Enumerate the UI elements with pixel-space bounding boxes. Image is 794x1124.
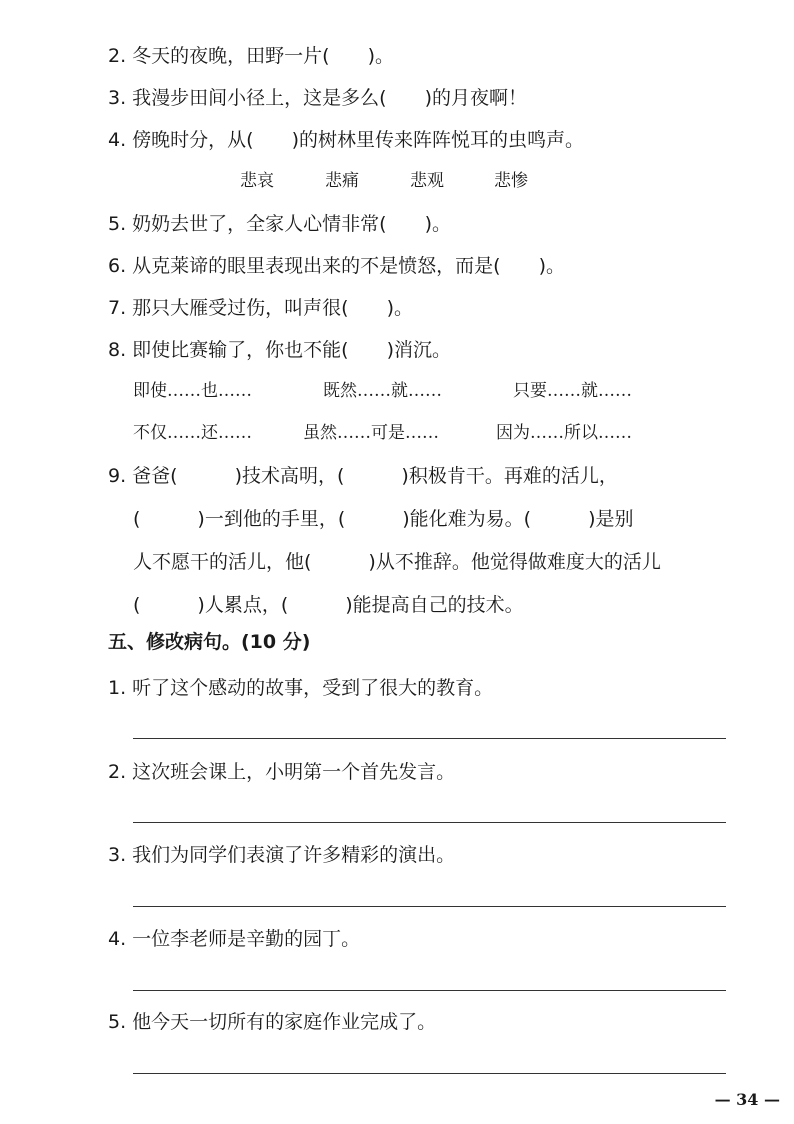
word-bank-item: 既然……就…… (323, 381, 442, 401)
question-6: 6. 从克莱谛的眼里表现出来的不是愤怒，而是( )。 (108, 255, 565, 277)
word-bank-item: 不仅……还…… (133, 423, 252, 443)
word-bank-item: 悲观 (410, 171, 444, 191)
paragraph-line: 9. 爸爸( )技术高明，( )积极肯干。再难的活儿， (108, 465, 618, 487)
question-8: 8. 即使比赛输了，你也不能( )消沉。 (108, 339, 451, 361)
paragraph-line: 人不愿干的活儿，他( )从不推辞。他觉得做难度大的活儿 (133, 551, 661, 573)
question-4: 4. 傍晚时分，从( )的树林里传来阵阵悦耳的虫鸣声。 (108, 129, 584, 151)
correction-2: 2. 这次班会课上，小明第一个首先发言。 (108, 761, 456, 783)
paragraph-line: ( )一到他的手里，( )能化难为易。( )是别 (133, 508, 634, 530)
word-bank-item: 只要……就…… (513, 381, 632, 401)
paragraph-line: ( )人累点，( )能提高自己的技术。 (133, 594, 524, 616)
question-7: 7. 那只大雁受过伤，叫声很( )。 (108, 297, 413, 319)
correction-1: 1. 听了这个感动的故事，受到了很大的教育。 (108, 677, 494, 699)
question-3: 3. 我漫步田间小径上，这是多么( )的月夜啊！ (108, 87, 527, 109)
correction-3: 3. 我们为同学们表演了许多精彩的演出。 (108, 844, 456, 866)
word-bank-item: 悲痛 (325, 171, 359, 191)
word-bank-item: 因为……所以…… (496, 423, 632, 443)
correction-5: 5. 他今天一切所有的家庭作业完成了。 (108, 1011, 437, 1033)
answer-line-5[interactable] (133, 1073, 726, 1074)
correction-4: 4. 一位李老师是辛勤的园丁。 (108, 928, 361, 950)
answer-line-2[interactable] (133, 822, 726, 823)
answer-line-3[interactable] (133, 906, 726, 907)
question-2: 2. 冬天的夜晚，田野一片( )。 (108, 45, 394, 67)
answer-line-1[interactable] (133, 738, 726, 739)
word-bank-item: 悲惨 (494, 171, 528, 191)
page-number: — 34 — (714, 1090, 780, 1109)
word-bank-item: 即使……也…… (133, 381, 252, 401)
question-5: 5. 奶奶去世了，全家人心情非常( )。 (108, 213, 451, 235)
word-bank-item: 悲哀 (240, 171, 274, 191)
section-heading: 五、修改病句。(10 分) (108, 631, 311, 653)
answer-line-4[interactable] (133, 990, 726, 991)
word-bank-item: 虽然……可是…… (303, 423, 439, 443)
